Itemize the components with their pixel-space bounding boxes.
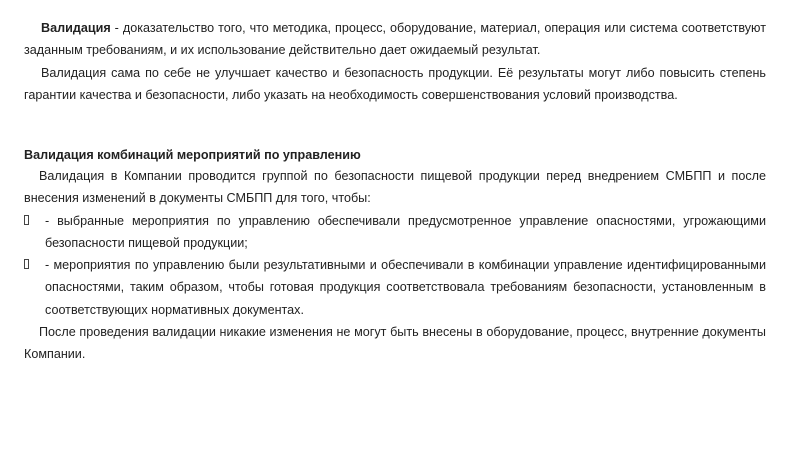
intro-paragraph-2: Валидация сама по себе не улучшает качество и безопасность продукции. Её результаты могут либо повысить степень гарантии качества и безопасности, либо указать на необходимость совершенствования условий производства. <box>24 65 766 102</box>
definition-paragraph <box>24 17 766 62</box>
closing-paragraph: После проведения валидации никакие изменения не могут быть внесены в оборудование, процесс, внутренние документы Компании. <box>24 325 766 362</box>
term-validation: Валидация <box>41 21 111 35</box>
section-lead-paragraph: Валидация в Компании проводится группой по безопасности пищевой продукции перед внедрением СМБПП и после внесения изменений в документы СМБПП для того, чтобы: <box>24 169 766 206</box>
definition-text: - доказательство того, что методика, процесс, оборудование, материал, операция или система соответствуют заданным требованиям, и их использование действительно дает ожидаемый результат. <box>24 21 766 58</box>
bullet-marker-icon <box>24 215 29 225</box>
bullet-marker-icon <box>24 259 29 269</box>
list-item-text: - выбранные мероприятия по управлению обеспечивали предусмотренное управление опасностями, угрожающими безопасности пищевой продукции; <box>45 213 766 250</box>
list-item <box>24 254 766 321</box>
list-item <box>24 210 766 255</box>
section-heading: Валидация комбинаций мероприятий по управлению <box>24 148 361 162</box>
intro-block <box>24 17 766 106</box>
section-body <box>24 165 766 366</box>
list-item-text: - мероприятия по управлению были результативными и обеспечивали в комбинации управление идентифицированными опасностями, таким образом, чтобы готовая продукция соответствовала требованиям безопасности, установленным в соответствующих нормативных документах. <box>45 258 766 317</box>
